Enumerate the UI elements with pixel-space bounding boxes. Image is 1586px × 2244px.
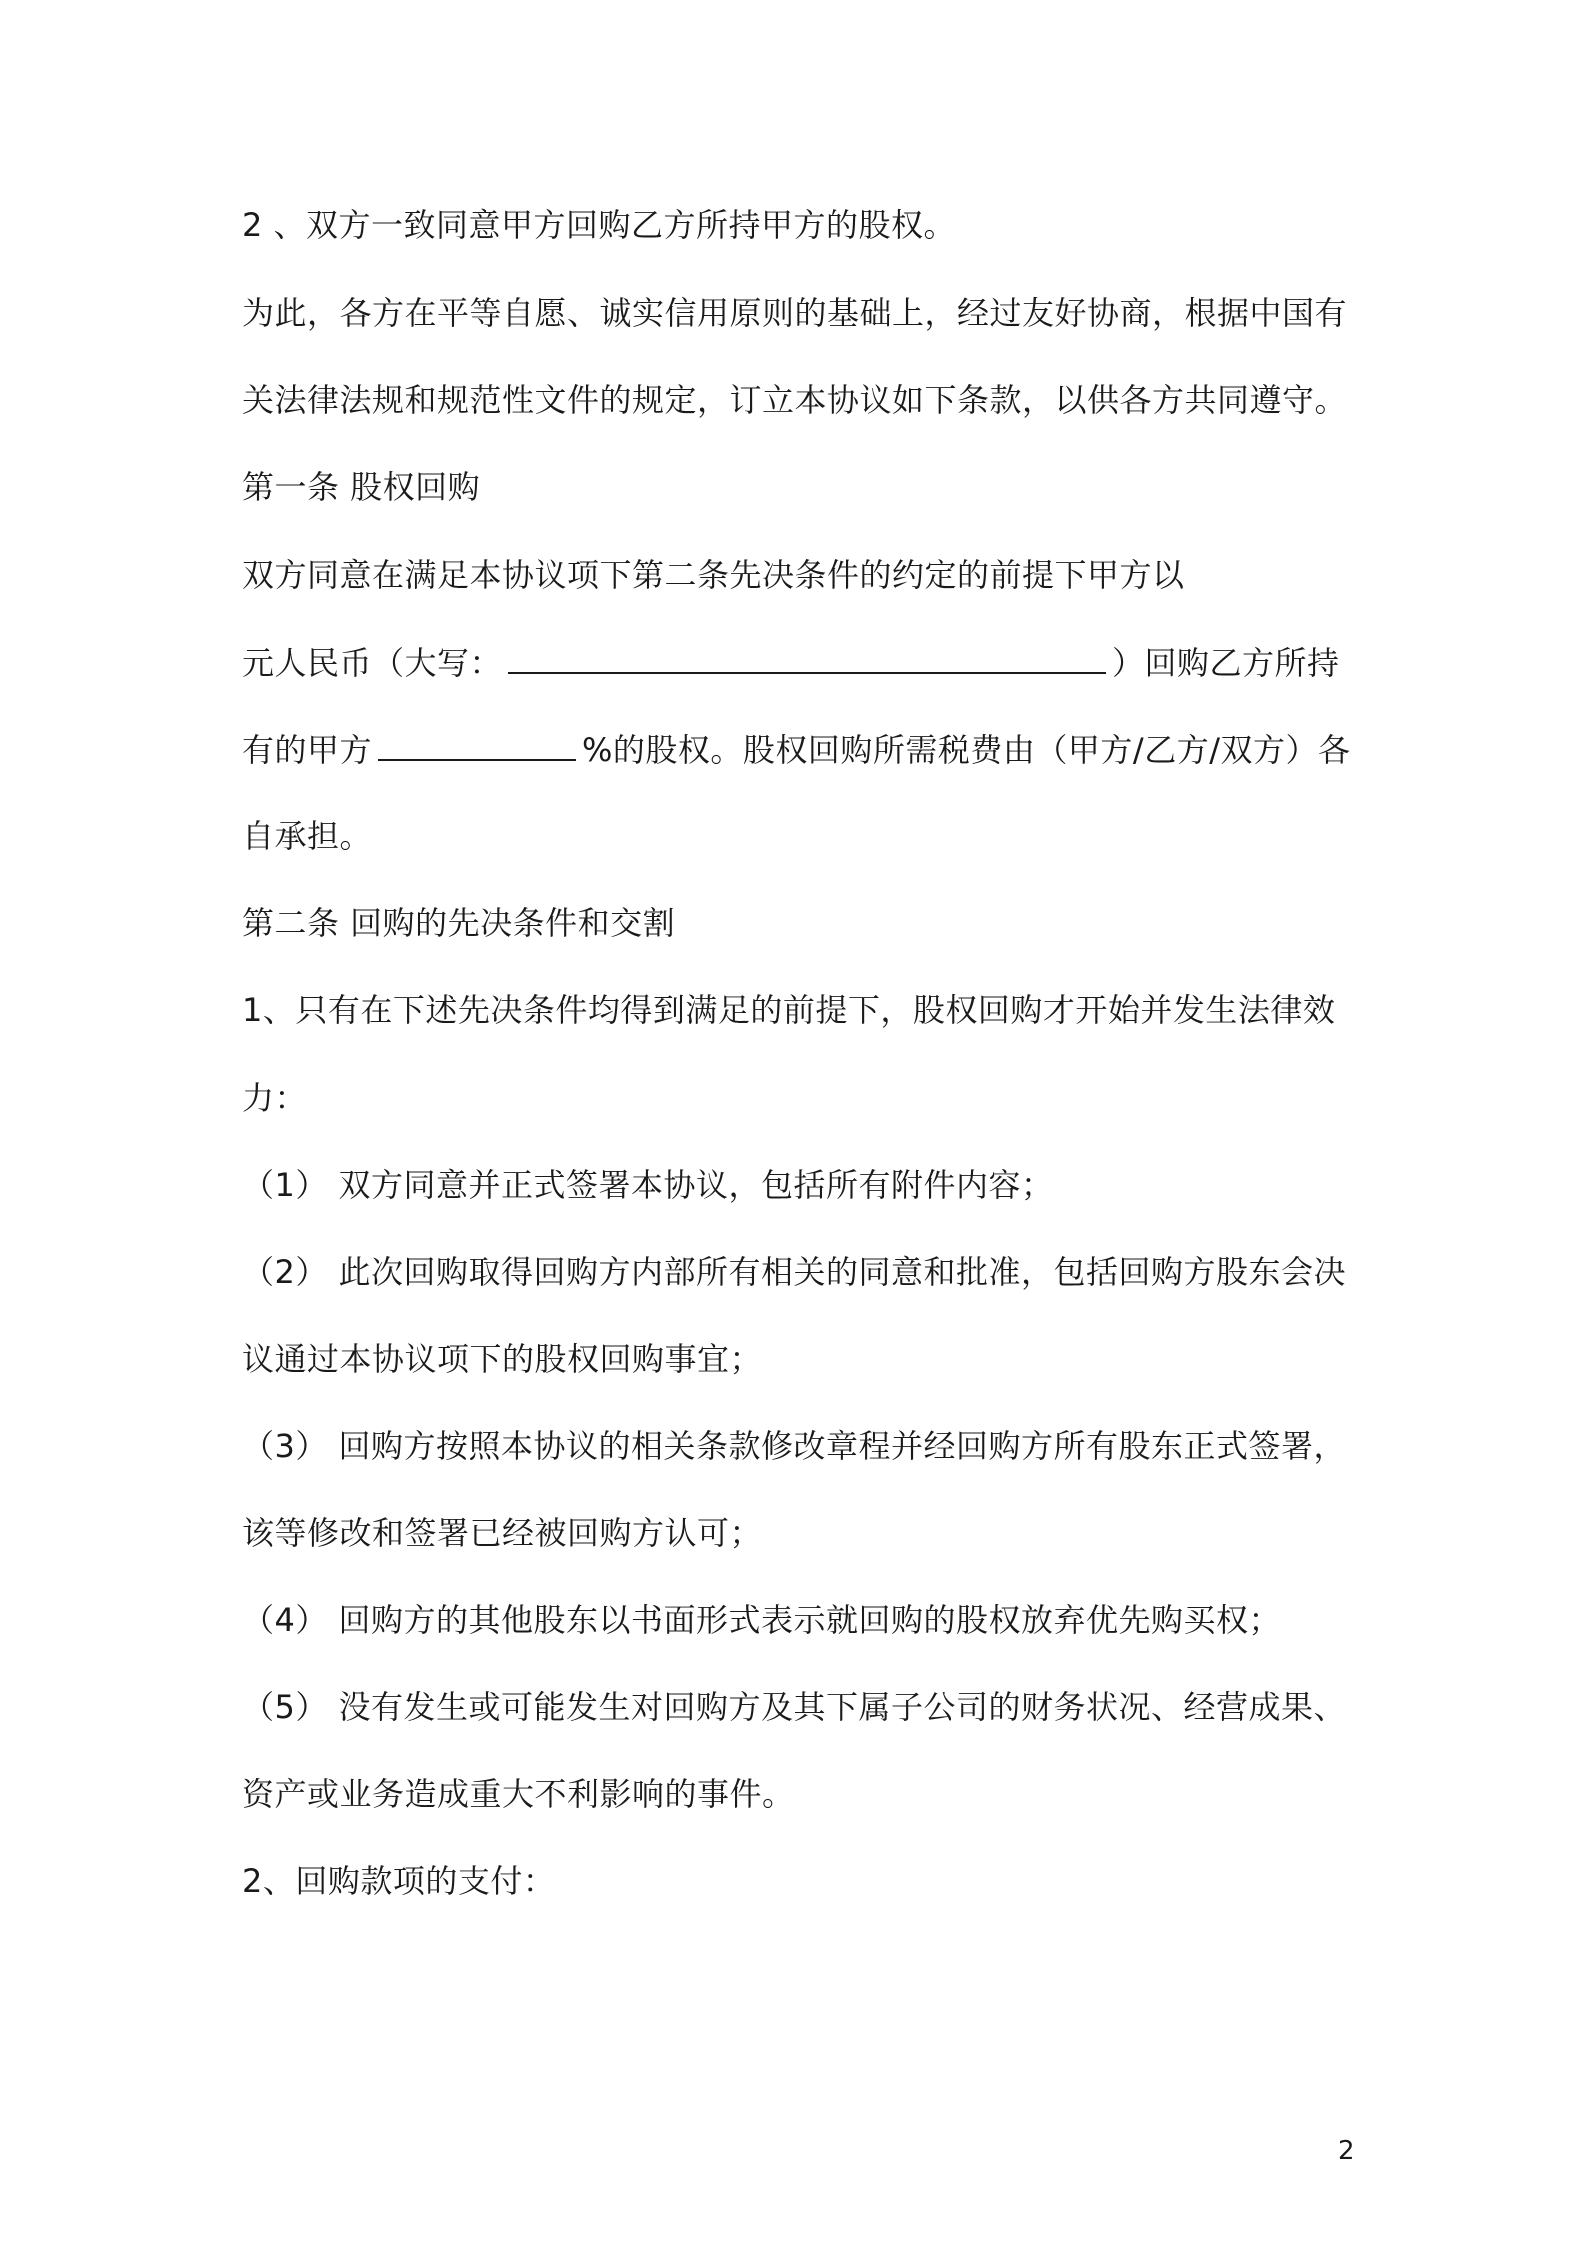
- amount-uppercase-blank[interactable]: [508, 642, 1106, 674]
- paragraph-line: 资产或业务造成重大不利影响的事件。: [242, 1775, 795, 1813]
- clause-2-heading: 2、回购款项的支付：: [242, 1862, 556, 1900]
- condition-item-1: （1） 双方同意并正式签署本协议，包括所有附件内容；: [242, 1166, 1054, 1204]
- percentage-line: [242, 729, 1351, 770]
- amount-label: 元人民币（大写：: [242, 644, 503, 682]
- percentage-blank[interactable]: [378, 729, 576, 761]
- clause-intro-2: 2 、双方一致同意甲方回购乙方所持甲方的股权。: [242, 206, 957, 244]
- condition-item-5: （5） 没有发生或可能发生对回购方及其下属子公司的财务状况、经营成果、: [242, 1688, 1347, 1726]
- percentage-trailing-text: %的股权。股权回购所需税费由（甲方/乙方/双方）各: [582, 731, 1351, 769]
- paragraph-line: 议通过本协议项下的股权回购事宜；: [242, 1340, 763, 1378]
- paragraph-line: 1、只有在下述先决条件均得到满足的前提下，股权回购才开始并发生法律效: [242, 991, 1336, 1029]
- condition-item-4: （4） 回购方的其他股东以书面形式表示就回购的股权放弃优先购买权；: [242, 1601, 1282, 1639]
- article-2-heading: 第二条 回购的先决条件和交割: [242, 904, 676, 942]
- paragraph-line: 关法律法规和规范性文件的规定，订立本协议如下条款，以供各方共同遵守。: [242, 381, 1348, 419]
- page-number: 2: [1338, 2136, 1355, 2166]
- paragraph-line: 为此，各方在平等自愿、诚实信用原则的基础上，经过友好协商，根据中国有: [242, 294, 1348, 332]
- amount-trailing-text: ）回购乙方所持: [1112, 644, 1340, 682]
- article-1-heading: 第一条 股权回购: [242, 468, 481, 506]
- percentage-label: 有的甲方: [242, 731, 373, 769]
- paragraph-line: 自承担。: [242, 817, 373, 855]
- paragraph-line: 双方同意在满足本协议项下第二条先决条件的约定的前提下甲方以: [242, 556, 1185, 594]
- paragraph-line: 该等修改和签署已经被回购方认可；: [242, 1514, 763, 1552]
- amount-line: [242, 642, 1340, 683]
- paragraph-line: 力：: [242, 1079, 308, 1117]
- condition-item-3: （3） 回购方按照本协议的相关条款修改章程并经回购方所有股东正式签署，: [242, 1427, 1347, 1465]
- condition-item-2: （2） 此次回购取得回购方内部所有相关的同意和批准，包括回购方股东会决: [242, 1253, 1347, 1291]
